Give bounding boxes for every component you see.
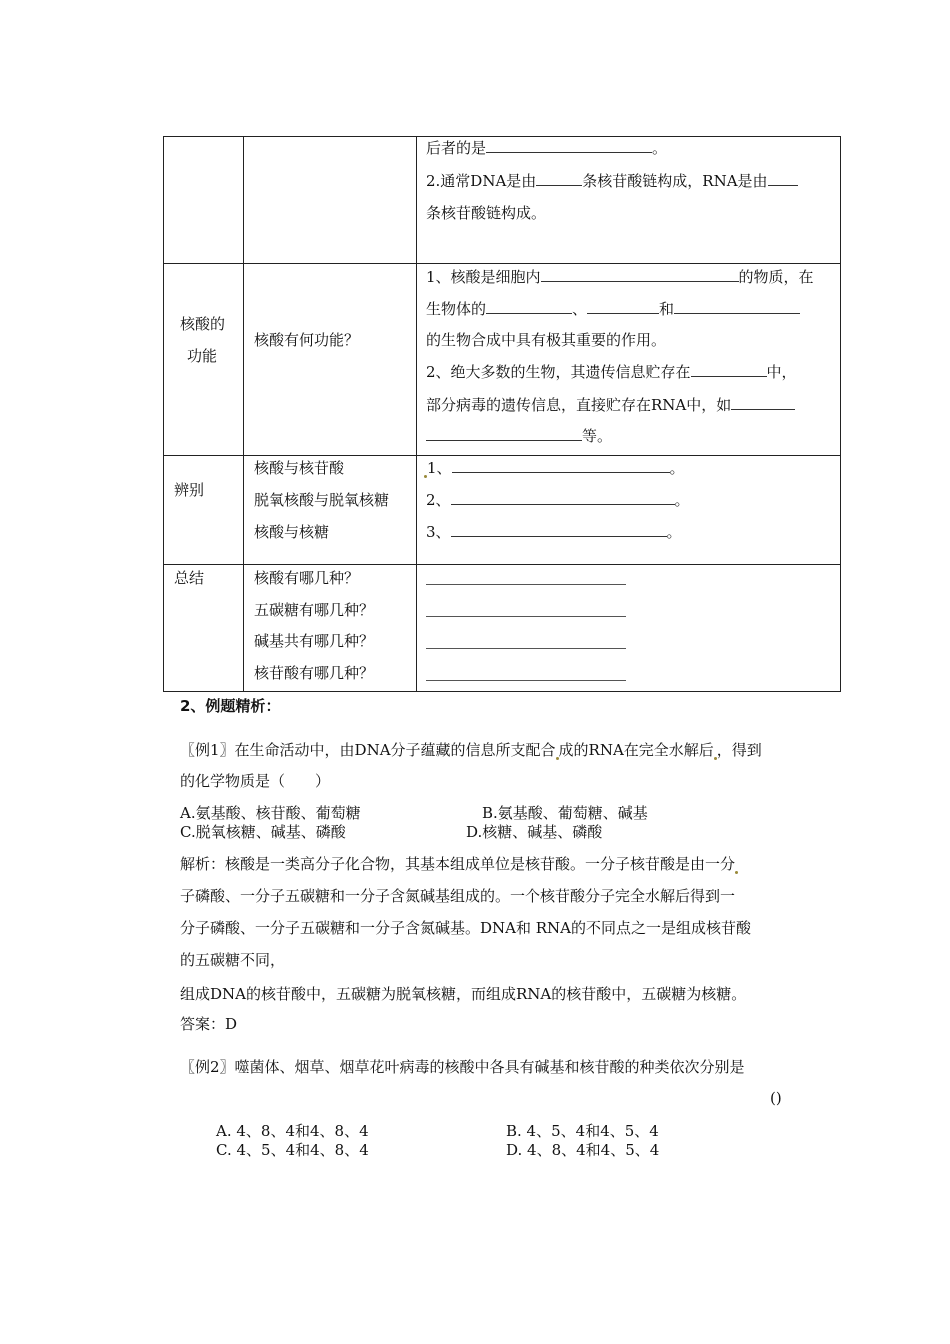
row3-question-3: 核酸与核糖	[254, 523, 330, 541]
row1-line1: 后者的是 。	[426, 139, 668, 157]
fill-blank	[587, 299, 659, 314]
example2-option-a: A. 4、8、4和4、8、4	[216, 1122, 369, 1140]
row2-answer-line4: 2、绝大多数的生物，其遗传信息贮存在 中，	[426, 363, 797, 381]
example2-paren: ()	[770, 1089, 782, 1107]
row3-question-1: 核酸与核苷酸	[254, 459, 345, 477]
fill-blank	[486, 138, 652, 153]
row2-answer-line3: 的生物合成中具有极其重要的作用。	[426, 331, 667, 349]
example2-option-c: C. 4、5、4和4、8、4	[216, 1141, 369, 1159]
example1-option-d: D.核糖、碱基、磷酸	[466, 823, 603, 841]
row3-question-2: 脱氧核酸与脱氧核糖	[254, 491, 390, 509]
fill-blank	[691, 362, 767, 377]
row4-question-2: 五碳糖有哪几种？	[254, 601, 375, 619]
fill-blank	[452, 458, 670, 473]
answer-line	[426, 680, 626, 681]
fill-blank	[541, 267, 739, 282]
row4-category: 总结	[174, 569, 205, 587]
table-border-top	[163, 136, 841, 137]
row2-answer-line2: 生物体的 、 和	[426, 299, 800, 319]
example1-analysis-line1: 解析：核酸是一类高分子化合物，其基本组成单位是核苷酸。一分子核苷酸是由一分	[180, 854, 738, 874]
example1-option-c: C.脱氧核糖、碱基、磷酸	[180, 823, 346, 841]
row4-question-3: 碱基共有哪几种？	[254, 632, 375, 650]
table-col-divider	[416, 136, 417, 692]
example1-option-a: A.氨基酸、核苷酸、葡萄糖	[180, 804, 361, 822]
table-row-divider	[163, 564, 841, 565]
example2-question: 〖例2〗噬菌体、烟草、烟草花叶病毒的核酸中各具有碱基和核苷酸的种类依次分别是	[180, 1058, 745, 1076]
example1-answer: 答案：D	[180, 1015, 238, 1033]
table-row-divider	[163, 455, 841, 456]
row1-line3: 条核苷酸链构成。	[426, 204, 547, 222]
row3-answer-2: 2、 。	[426, 491, 690, 509]
row2-answer-line5: 部分病毒的遗传信息，直接贮存在RNA中，如	[426, 395, 795, 415]
row4-question-1: 核酸有哪几种？	[254, 569, 360, 587]
example2-option-b: B. 4、5、4和4、5、4	[506, 1122, 659, 1140]
example2-option-d: D. 4、8、4和4、5、4	[506, 1141, 660, 1159]
row2-category-line1: 核酸的	[180, 315, 226, 333]
fill-blank	[768, 171, 798, 186]
fill-blank	[451, 490, 675, 505]
row3-category: 辨别	[174, 481, 205, 499]
example1-question-line2: 的化学物质是（ ）	[180, 772, 331, 790]
row4-question-4: 核苷酸有哪几种？	[254, 664, 375, 682]
row3-answer-3: 3、 。	[426, 523, 682, 541]
row2-category-line2: 功能	[187, 347, 218, 365]
example1-question-line1: 〖例1〗在生命活动中，由DNA分子蕴藏的信息所支配合 成的RNA在完全水解后 ，得到	[180, 741, 762, 759]
table-col-divider	[243, 136, 244, 692]
row2-answer-line1: 1、核酸是细胞内 的物质，在	[426, 268, 814, 286]
answer-line	[426, 584, 626, 585]
fill-blank	[536, 171, 582, 186]
table-border-left	[163, 136, 164, 692]
example1-analysis-line4: 的五碳糖不同，	[180, 951, 286, 969]
example1-analysis-line2: 子磷酸、一分子五碳糖和一分子含氮碱基组成的。一个核苷酸分子完全水解后得到一	[180, 887, 736, 905]
fill-blank	[451, 522, 667, 537]
fill-blank	[486, 299, 572, 314]
section-title: 2、例题精析：	[180, 697, 281, 715]
fill-blank	[426, 426, 582, 441]
row3-answer-1: 1、 。	[424, 458, 685, 478]
answer-line	[426, 648, 626, 649]
row2-question: 核酸有何功能？	[254, 331, 360, 349]
fill-blank	[674, 299, 800, 314]
marker-dot	[735, 871, 738, 874]
example1-analysis-line5: 组成DNA的核苷酸中，五碳糖为脱氧核糖，而组成RNA的核苷酸中，五碳糖为核糖。	[180, 985, 747, 1003]
answer-line	[426, 616, 626, 617]
table-border-right	[840, 136, 841, 692]
row2-answer-line6: 等。	[426, 426, 612, 446]
example1-analysis-line3: 分子磷酸、一分子五碳糖和一分子含氮碱基。DNA和 RNA的不同点之一是组成核苷酸	[180, 919, 752, 937]
row1-line2: 2.通常DNA是由 条核苷酸链构成，RNA是由	[426, 171, 798, 191]
table-border-bottom	[163, 691, 841, 692]
example1-option-b: B.氨基酸、葡萄糖、碱基	[482, 804, 648, 822]
table-row-divider	[163, 263, 841, 264]
fill-blank	[731, 395, 795, 410]
